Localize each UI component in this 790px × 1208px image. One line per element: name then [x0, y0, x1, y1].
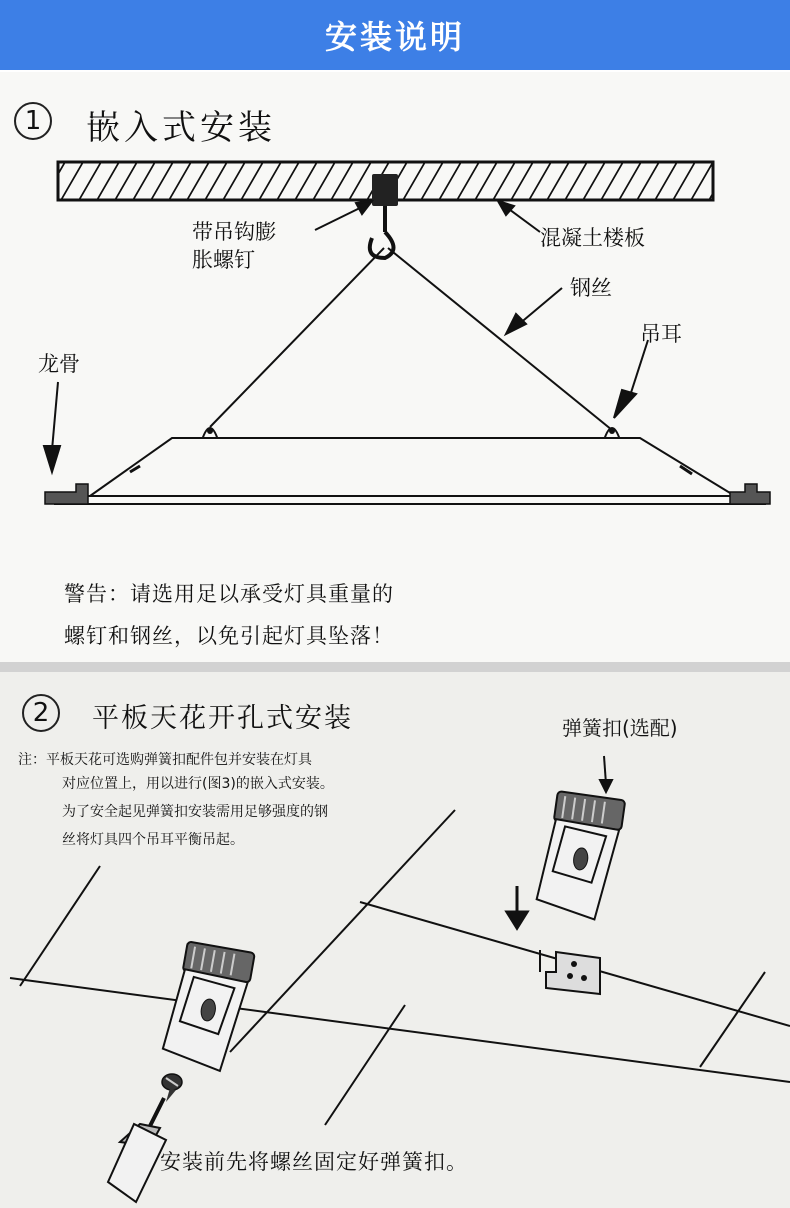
- section-embedded-install: [0, 72, 790, 662]
- embedded-install-diagram: [0, 72, 790, 662]
- screwdriver-icon: [108, 1098, 166, 1202]
- section-title: 嵌入式安装: [86, 108, 276, 148]
- label-steel-wire: 钢丝: [570, 276, 612, 300]
- arrow-to-slab: [498, 201, 540, 232]
- header-banner: [0, 0, 790, 70]
- note-line-4: 丝将灯具四个吊耳平衡吊起。: [62, 832, 244, 848]
- warning-line-1: 警告：请选用足以承受灯具重量的: [64, 582, 394, 606]
- step-number-text: 1: [24, 106, 42, 136]
- label-hook-bolt-1: 带吊钩膨: [192, 220, 276, 244]
- ceiling-edge: [55, 496, 765, 504]
- label-concrete-slab: 混凝土楼板: [540, 226, 645, 250]
- screw-icon: [162, 1074, 182, 1102]
- arrow-down-icon: [507, 886, 527, 928]
- step-number-1: [14, 102, 52, 140]
- caption: 安装前先将螺丝固定好弹簧扣。: [160, 1150, 468, 1174]
- keel-right: [730, 484, 770, 504]
- arrow-to-hook: [315, 201, 372, 230]
- section-ceiling-opening-install: [0, 672, 790, 1208]
- page-title: 安装说明: [324, 18, 465, 56]
- spring-clip-installed-icon: [161, 940, 255, 1073]
- note-line-1: 注：平板天花可选购弹簧扣配件包并安装在灯具: [18, 752, 312, 768]
- warning-line-2: 螺钉和钢丝，以免引起灯具坠落！: [64, 624, 394, 648]
- arrow-to-keel: [44, 382, 60, 472]
- label-spring-clip: 弹簧扣(选配): [562, 716, 678, 740]
- step-number-text: 2: [32, 698, 50, 728]
- label-keel: 龙骨: [38, 352, 80, 376]
- steel-wire-left: [210, 248, 384, 427]
- arrow-to-wire: [506, 288, 562, 334]
- spring-clip-icon: [535, 790, 625, 921]
- label-hanging-ear: 吊耳: [640, 322, 682, 346]
- step-number-2: [22, 694, 60, 732]
- hook-bolt-icon: [370, 174, 398, 258]
- keel-left: [45, 484, 88, 504]
- panel-light: [90, 438, 735, 496]
- note-line-3: 为了安全起见弹簧扣安装需用足够强度的钢: [62, 804, 328, 820]
- label-hook-bolt-2: 胀螺钉: [192, 248, 255, 272]
- note-line-2: 对应位置上，用以进行(图3)的嵌入式安装。: [62, 776, 334, 792]
- section-divider: [0, 662, 790, 672]
- section-title: 平板天花开孔式安装: [92, 703, 353, 734]
- arrow-to-clip: [600, 756, 612, 792]
- arrow-to-ear: [614, 340, 648, 418]
